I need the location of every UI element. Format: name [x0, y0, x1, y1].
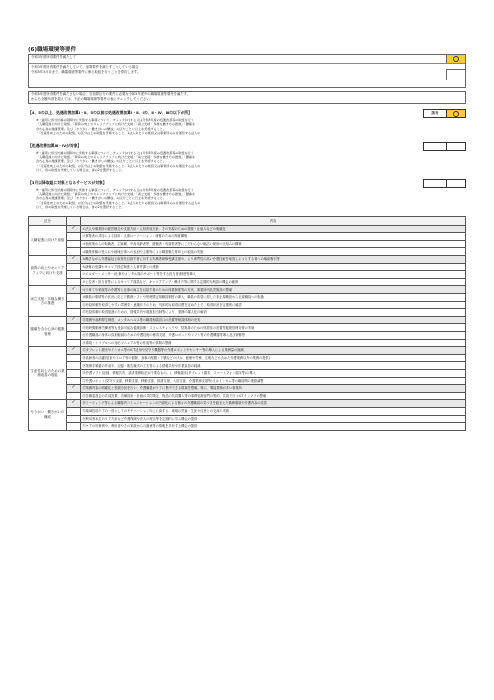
- table-row: [29, 415, 466, 423]
- item-text: ⑪有給休暇を取得しやすい雰囲気・意識作りのため、具体的な取得目標を定めた上で、取得状況を定期的に確認: [81, 301, 466, 309]
- top-check-cell-2[interactable]: [446, 69, 465, 80]
- item-text: ⑩職員の事情等の状況に応じた勤務シフトや短時間正規職員制度の導入、職員の希望に即した非正規職員から正規職員への転換: [81, 294, 466, 302]
- block-b-note-4: ・「生産性向上のための取組」の区分は上の取組を実施すること。1法人あたりの施設又は事業所のみを運営する法人の: [36, 163, 201, 168]
- item-text: ⑤働きながら介護福祉士取得を目指す者に対する実務者研修受講支援や、より専門性の高い介護技術を取得しようとする者への喀痰吸引等: [81, 256, 466, 264]
- block-b-note-5: 以て、併の取組を実施している場合は、併の2を選択すること。: [36, 168, 125, 173]
- item-text: ⑲業務手順書の作成や、記録・報告様式の工夫等による情報共有や作業負担の軽減: [81, 362, 466, 370]
- top-line-1: 令和3年度所得要件を満たして: [31, 55, 76, 59]
- circle-mark-icon: [453, 56, 459, 62]
- check-cell[interactable]: [67, 377, 81, 385]
- item-text: ③他産業からの転職者、主婦層、中高年齢者等、経験者・有資格者等にこだわらない幅広い採用の仕組みの構築: [81, 240, 466, 248]
- check-cell[interactable]: ✓: [67, 316, 81, 324]
- check-cell[interactable]: [67, 423, 81, 431]
- check-cell[interactable]: ✓: [67, 286, 81, 294]
- top-check-cell[interactable]: [446, 55, 465, 63]
- item-text: ①法人や事業所の経営理念や支援方針・人材育成方針、その実現のための施策・仕組みなどの明確化: [81, 225, 466, 233]
- check-cell[interactable]: [67, 369, 81, 377]
- block-c-note-5: 以て、併の取組を実施している場合は、併の2を選択すること。: [36, 205, 125, 210]
- table-row: [29, 225, 466, 233]
- item-text: ⑮介護職員の身体の負担軽減のための介護技術の修得支援、介護ロボットやリフト等の介護機器等導入及び研修等: [81, 332, 466, 340]
- check-cell[interactable]: [67, 278, 81, 286]
- check-cell[interactable]: [67, 415, 81, 423]
- item-text: ㉑介護ロボット(見守り支援、移乗支援、移動支援、排泄支援、入浴支援、介護業務支援等)又はインカム等の職員間の連絡調整: [81, 377, 466, 385]
- top-note-1: 令和5年度所得要件を満たさない場合、各加算区分の要件に必要な令和5年度中の職場環境等要件を満たす。: [31, 92, 190, 96]
- top-note-2: からも全額所得を超えては、下記の職場環境等要件の表にチェックしてください。: [31, 96, 153, 101]
- item-text: ⑬業務や福利厚生制度、メンタルヘルス等の職員相談窓口の設置等相談体制の充実: [81, 316, 466, 324]
- top-note-box: [28, 91, 466, 104]
- item-text: ㉒業務内容の明確化と役割分担を行い、介護職員がケアに集中できる環境を整備。特に、間接業務が多い事業所: [81, 385, 466, 393]
- table-row: [29, 347, 466, 355]
- block-a-note-3: 含む心身の健康管理」及び「やりがい・働きがいの醸成」の区分ごとに以上を実施すること。: [36, 126, 166, 131]
- check-cell[interactable]: ✓: [67, 347, 81, 355]
- header-category: 区分: [29, 216, 67, 225]
- table-row: [29, 256, 466, 264]
- table-row: [29, 332, 466, 340]
- check-cell[interactable]: ✓: [67, 400, 81, 408]
- section-title: (6)職場環境等要件: [28, 47, 77, 53]
- circle-mark-icon: [453, 111, 459, 117]
- table-row: [29, 263, 466, 271]
- item-text: ㉕地域包括ケアの一員としてのモチベーション向上に資する、地域の児童・生徒や住民との交流の実施: [81, 407, 466, 415]
- check-cell[interactable]: [67, 354, 81, 362]
- item-text: ②事業者の共同による採用・人事ローテーション・研修のための制度構築: [81, 233, 466, 241]
- item-text: ⑱高齢者の活躍(居室やフロア等の掃除、食事の配膳・下膳などのほか、経理や労務、広報なども含めた介護業務以外の業務の提供): [81, 354, 466, 362]
- table-row: [29, 233, 466, 241]
- item-text: ④職業体験の受入れや地域行事への参加や主催等による職業魅力度向上の取組の実施: [81, 248, 466, 256]
- table-body: [29, 225, 466, 430]
- item-text: ⑦エルダー・メンター(仕事やメンタル面のサポート等をする担当者)制度等導入: [81, 271, 466, 279]
- block-c-note-2: 「入職促進に向けた取組」「資質の向上やキャリアアップに向けた支援」「両立支援・多様な働き方の推進」「腰痛を: [36, 192, 196, 197]
- table-row: [29, 362, 466, 370]
- item-text: ⑨子育てや家族等の介護等と仕事の両立を目指す者のための休業制度等の充実、事業所内託児施設の整備: [81, 286, 466, 294]
- header-content: 内容: [81, 216, 466, 225]
- block-a-note-4: ・「生産性向上のための取組」の区分は上の取組を実施すること。1法人あたりの施設又は事業所のみを運営する法人の: [36, 131, 201, 136]
- top-requirement-box: [28, 54, 466, 88]
- block-c-heading: 【3月以降取組に対象となるサービスが対象】: [28, 179, 107, 185]
- check-cell[interactable]: [67, 240, 81, 248]
- block-c-note-4: ・「生産性向上のための取組」の区分は上の取組を実施すること。1法人あたりの施設又は事業所のみを運営する法人の: [36, 200, 201, 205]
- block-a-note-2: 「入職促進に向けた取組」「資質の向上やキャリアアップに向けた支援」「両立支援・多様な働き方の推進」「腰痛を: [36, 122, 196, 127]
- category-cell: 入職促進に向けた取組: [29, 225, 67, 255]
- item-text: ⑯事故・トラブルへの対応マニュアル等の作成等の体制の整備: [81, 339, 466, 347]
- category-cell: 資質の向上やキャリアアップに向けた支援: [29, 256, 67, 286]
- block-c-note-1: ※・適用に該当計画の期間中に実施する事項について、チェック(✔)する又は令和5年度の処遇改善等の取組を行う: [36, 187, 194, 192]
- category-cell: 腰痛を含む心身の健康管理: [29, 316, 67, 346]
- table-row: [29, 377, 466, 385]
- item-text: ㉖利用者本位のケア方針など介護保険や法人の理念等を定期的に学ぶ機会の提供: [81, 415, 466, 423]
- block-c-label-cell: [423, 179, 447, 188]
- block-c: [28, 179, 466, 210]
- category-cell: やりがい・働きがいの醸成: [29, 400, 67, 430]
- category-cell: 生産性向上のための業務改善の取組: [29, 347, 67, 400]
- table-row: [29, 354, 466, 362]
- table-row: [29, 240, 466, 248]
- check-cell[interactable]: [67, 248, 81, 256]
- table-row: [29, 301, 466, 309]
- block-b-check-cell[interactable]: [447, 142, 466, 151]
- table-row: [29, 309, 466, 317]
- table-row: [29, 248, 466, 256]
- item-text: ⑭短時間勤務労働者等も受診可能な健康診断・ストレスチェックや、従業員のための休憩室の設置等健康管理対策の実施: [81, 324, 466, 332]
- item-text: ㉓各種委員会の共同設置、各種指針・計画の共同策定、物品の共同購入等の事務処理部門の集約、共同で行うICTインフラの整備: [81, 392, 466, 400]
- header-check: [67, 216, 81, 225]
- block-a-heading: 【4、5の以上、処遇改善加算Ⅰ・Ⅱ、5の以前は処遇改善加算Ⅰ・Ⅱ、Ⅰの、Ⅱ・Ⅳ、Ⅲの以下が所】: [28, 110, 192, 115]
- check-cell[interactable]: [67, 271, 81, 279]
- table-row: [29, 316, 466, 324]
- table-row: [29, 369, 466, 377]
- table-row: [29, 278, 466, 286]
- table-row: [29, 271, 466, 279]
- block-c-check-cell[interactable]: [447, 179, 466, 188]
- requirements-table: [28, 216, 466, 431]
- block-b: [28, 142, 466, 173]
- check-cell[interactable]: [67, 339, 81, 347]
- table-row: [29, 392, 466, 400]
- block-b-heading: 【処遇改善加算Ⅲ・Ⅳが対象】: [28, 142, 82, 148]
- check-cell[interactable]: ✓: [67, 256, 81, 264]
- check-cell[interactable]: [67, 309, 81, 317]
- item-text: ⑰タブレット端末やインカム等のICT活用や見守り機器等の介護ロボットやセンサー等の導入による業務量の縮減: [81, 347, 466, 355]
- check-cell[interactable]: [67, 392, 81, 400]
- check-cell[interactable]: [67, 263, 81, 271]
- block-a: [28, 109, 466, 136]
- table-row: [29, 423, 466, 431]
- category-cell: 両立支援・多様な働き方の推進: [29, 286, 67, 316]
- check-cell[interactable]: [67, 332, 81, 340]
- top-line-2: 令和3年度所得要件を満たしていて、加算要件を満たすことしている場合: [31, 65, 139, 69]
- block-b-note-1: ※・適用に該当計画の期間中に実施する事項について、チェック(✔)する又は令和5年度の処遇改善等の取組を行う: [36, 150, 194, 155]
- check-cell[interactable]: ✓: [67, 385, 81, 393]
- table-row: [29, 324, 466, 332]
- table-row: [29, 294, 466, 302]
- block-b-label-cell: [423, 142, 447, 151]
- item-text: ㉔ミーティング等による職場内コミュニケーションの円滑化による個々の介護職員の気づきを踏まえた勤務環境や介護内容の改善: [81, 400, 466, 408]
- check-cell[interactable]: [67, 324, 81, 332]
- check-cell[interactable]: [67, 301, 81, 309]
- block-b-note-2: 「入職促進に向けた取組」「資質の向上やキャリアアップに向けた支援」「両立支援・多様な働き方の推進」「腰痛を: [36, 155, 196, 160]
- block-a-check-cell[interactable]: [447, 109, 466, 118]
- item-text: ㉗ケアの好事例や、利用者やその家族からの謝意等の情報を共有する機会の提供: [81, 423, 466, 431]
- page: [28, 46, 466, 431]
- table-row: [29, 400, 466, 408]
- item-text: ⑧上位者・担当者等によるキャリア面談など、キャリアアップ・働き方等に関する定期的な相談の機会の確保: [81, 278, 466, 286]
- block-b-note-3: 含む心身の健康管理」及び「やりがい・働きがいの醸成」の区分ごとに以上を実施すること。: [36, 159, 166, 164]
- block-a-note-1: ※・適用に該当計画の期間中に実施する事項について、チェック(✔)する又は令和5年度の処遇改善等の取組を行う: [36, 118, 194, 122]
- block-c-note-3: 含む心身の健康管理」及び「やりがい・働きがいの醸成」の区分ごとに以上を実施すること。: [36, 196, 166, 201]
- check-cell[interactable]: [67, 233, 81, 241]
- check-cell[interactable]: [67, 407, 81, 415]
- item-text: ⑫有給休暇の取得促進のための、情報共有や複数担当制等により、業務の属人化の解消: [81, 309, 466, 317]
- table-row: [29, 385, 466, 393]
- table-row: [29, 286, 466, 294]
- item-text: ⑥研修の受講やキャリア段位制度と人事考課との連動: [81, 263, 466, 271]
- check-cell[interactable]: [67, 294, 81, 302]
- top-line-3: 令和5年3月末まで、職場環境等要件に係る取組を行うことを誓約します。: [31, 69, 141, 74]
- table-row: [29, 407, 466, 415]
- check-cell[interactable]: ✓: [67, 225, 81, 233]
- table-header-row: [29, 216, 466, 225]
- item-text: ⑳介護ソフト(記録、情報共有、請求業務転記が不要なもの。)、情報端末(タブレット端末、スマートフォン端末等)の導入: [81, 369, 466, 377]
- table-row: [29, 339, 466, 347]
- check-cell[interactable]: [67, 362, 81, 370]
- applicable-badge: 該当: [423, 109, 447, 118]
